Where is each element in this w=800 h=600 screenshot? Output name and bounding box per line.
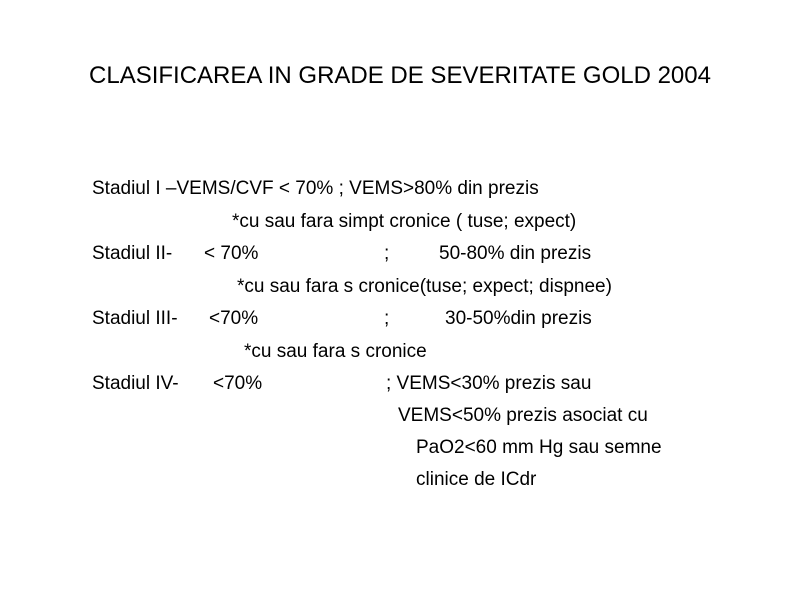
stage-4-criteria-3: PaO2<60 mm Hg sau semne xyxy=(416,437,662,458)
stage-2-separator: ; xyxy=(384,243,390,264)
stage-3-label: Stadiul III- xyxy=(92,308,178,329)
stage-3-note: *cu sau fara s cronice xyxy=(244,341,427,362)
stage-4-label: Stadiul IV- xyxy=(92,373,179,394)
stage-3-separator: ; xyxy=(384,308,390,329)
stage-1-note: *cu sau fara simpt cronice ( tuse; expect) xyxy=(232,211,577,232)
stage-4-criteria-1: ; VEMS<30% prezis sau xyxy=(386,373,592,394)
stage-4-criteria-2: VEMS<50% prezis asociat cu xyxy=(398,405,648,426)
stage-4-fev-ratio: <70% xyxy=(213,373,263,394)
stage-3-range: 30-50%din prezis xyxy=(445,308,592,329)
stage-2-fev-ratio: < 70% xyxy=(204,243,259,264)
stage-3-fev-ratio: <70% xyxy=(209,308,259,329)
slide-title: CLASIFICAREA IN GRADE DE SEVERITATE GOLD 2004 xyxy=(89,62,711,89)
stage-4-criteria-4: clinice de ICdr xyxy=(416,469,537,490)
stage-2-note: *cu sau fara s cronice(tuse; expect; dispnee) xyxy=(237,276,612,297)
stage-2-range: 50-80% din prezis xyxy=(439,243,592,264)
stage-1-line: Stadiul I –VEMS/CVF < 70% ; VEMS>80% din prezis xyxy=(92,178,539,199)
stage-2-label: Stadiul II- xyxy=(92,243,173,264)
